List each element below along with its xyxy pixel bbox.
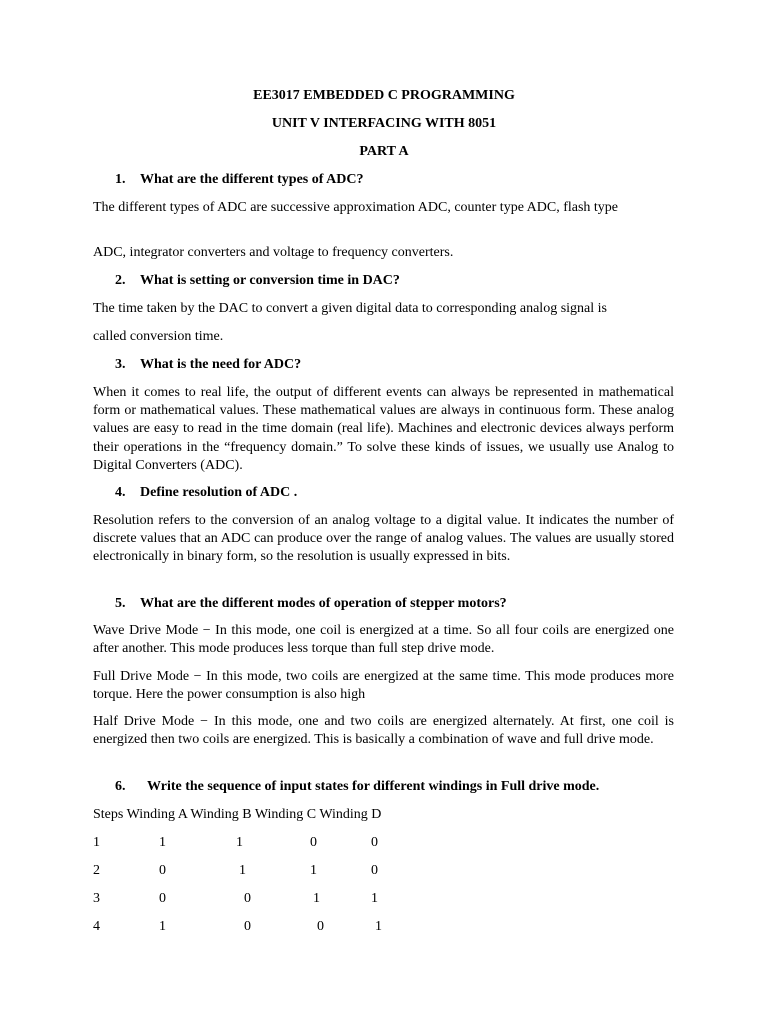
course-title: EE3017 EMBEDDED C PROGRAMMING: [253, 88, 515, 103]
answer-2-line-2: called conversion time.: [93, 329, 224, 344]
question-2-text: What is setting or conversion time in DAC?: [140, 273, 400, 288]
question-6-text: Write the sequence of input states for different windings in Full drive mode.: [147, 779, 600, 794]
question-3-number: 3.: [115, 357, 126, 372]
answer-3-paragraph: When it comes to real life, the output of different events can always be represented in mathematical form or mathematical values. These mathematical values are always in continuous form. These analog values are easy to read in the time domain (real life). Machines and electronic devices always perform their operations in the “frequency domain.” To solve these kinds of issues, we usually use Analog to Digital Converters (ADC).: [93, 385, 674, 473]
winding-table-header: Steps Winding A Winding B Winding C Winding D: [93, 807, 382, 822]
question-2-number: 2.: [115, 273, 126, 288]
wave-drive-mode-paragraph: Wave Drive Mode − In this mode, one coil is energized at a time. So all four coils are energized one after another. This mode produces less torque than full step drive mode.: [93, 623, 674, 657]
question-6-number: 6.: [115, 779, 126, 794]
table-cell-winding-a: 1: [159, 835, 166, 850]
table-cell-winding-a: 0: [159, 891, 166, 906]
table-cell-winding-c: 0: [310, 835, 317, 850]
table-cell-winding-d: 1: [375, 919, 382, 934]
table-cell-winding-c: 1: [313, 891, 320, 906]
question-1-text: What are the different types of ADC?: [140, 172, 364, 187]
table-cell-winding-c: 1: [310, 863, 317, 878]
table-cell-step: 4: [93, 919, 100, 934]
question-4-number: 4.: [115, 485, 126, 500]
table-cell-step: 2: [93, 863, 100, 878]
half-drive-mode-paragraph: Half Drive Mode − In this mode, one and two coils are energized alternately. At first, one coil is energized then two coils are energized. This is basically a combination of wave and full drive mode.: [93, 714, 674, 748]
table-cell-winding-a: 1: [159, 919, 166, 934]
table-cell-winding-c: 0: [317, 919, 324, 934]
question-1-number: 1.: [115, 172, 126, 187]
table-cell-winding-a: 0: [159, 863, 166, 878]
table-cell-step: 3: [93, 891, 100, 906]
table-cell-winding-d: 1: [371, 891, 378, 906]
table-cell-winding-d: 0: [371, 863, 378, 878]
answer-1-line-2: ADC, integrator converters and voltage to frequency converters.: [93, 245, 454, 260]
question-3-text: What is the need for ADC?: [140, 357, 302, 372]
unit-title: UNIT V INTERFACING WITH 8051: [271, 116, 497, 131]
answer-2-line-1: The time taken by the DAC to convert a given digital data to corresponding analog signal is: [93, 301, 607, 316]
part-heading: PART A: [359, 144, 409, 159]
table-cell-winding-b: 0: [244, 919, 251, 934]
question-5-number: 5.: [115, 596, 126, 611]
question-4-text: Define resolution of ADC .: [140, 485, 298, 500]
table-cell-winding-d: 0: [371, 835, 378, 850]
question-5-text: What are the different modes of operation of stepper motors?: [140, 596, 507, 611]
table-cell-winding-b: 1: [236, 835, 243, 850]
full-drive-mode-paragraph: Full Drive Mode − In this mode, two coils are energized at the same time. This mode produces more torque. Here the power consumption is also high: [93, 669, 674, 703]
table-cell-winding-b: 1: [239, 863, 246, 878]
answer-4-paragraph: Resolution refers to the conversion of an analog voltage to a digital value. It indicates the number of discrete values that an ADC can produce over the range of analog values. The values are usually stored electronically in binary form, so the resolution is usually expressed in bits.: [93, 513, 674, 565]
table-cell-winding-b: 0: [244, 891, 251, 906]
answer-1-line-1: The different types of ADC are successive approximation ADC, counter type ADC, flash type: [93, 200, 619, 215]
table-cell-step: 1: [93, 835, 100, 850]
